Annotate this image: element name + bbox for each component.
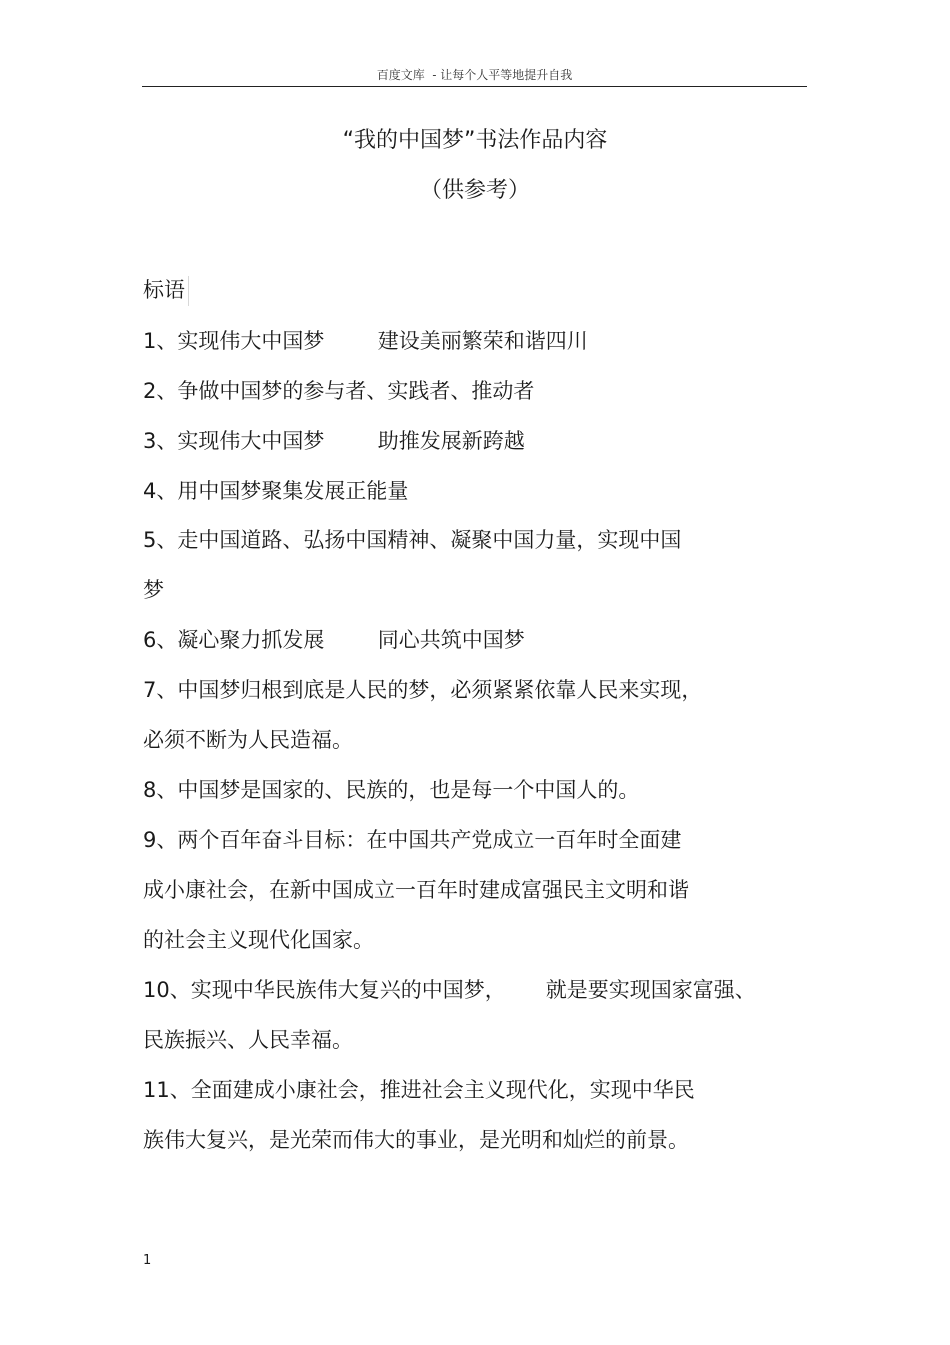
slogan-line: 7、中国梦归根到底是人民的梦，必须紧紧依靠人民来实现， bbox=[143, 678, 703, 702]
slogan-line: 1、实现伟大中国梦 建设美丽繁荣和谐四川 bbox=[143, 329, 588, 353]
section-label: 标语 bbox=[143, 275, 189, 306]
slogan-line: 3、实现伟大中国梦 助推发展新跨越 bbox=[143, 429, 525, 453]
slogan-line: 5、走中国道路、弘扬中国精神、凝聚中国力量，实现中国 bbox=[143, 528, 682, 552]
slogan-line: 2、争做中国梦的参与者、实践者、推动者 bbox=[143, 379, 535, 403]
slogan-line: 11、全面建成小康社会，推进社会主义现代化，实现中华民 bbox=[143, 1078, 695, 1102]
document-subtitle: （供参考） bbox=[419, 178, 530, 203]
page-number: 1 bbox=[143, 1253, 152, 1268]
document-title: “我的中国梦”书法作品内容 bbox=[342, 128, 608, 153]
slogan-line: 4、用中国梦聚集发展正能量 bbox=[143, 479, 409, 503]
slogan-line: 10、实现中华民族伟大复兴的中国梦， 就是要实现国家富强、 bbox=[143, 978, 756, 1002]
slogan-line: 6、凝心聚力抓发展 同心共筑中国梦 bbox=[143, 628, 525, 652]
header-text: 百度文库 - 让每个人平等地提升自我 bbox=[376, 68, 573, 82]
slogan-line: 9、两个百年奋斗目标：在中国共产党成立一百年时全面建 bbox=[143, 828, 682, 852]
slogan-line: 梦 bbox=[143, 578, 164, 602]
slogan-line: 成小康社会，在新中国成立一百年时建成富强民主文明和谐 bbox=[143, 878, 689, 902]
slogan-line: 8、中国梦是国家的、民族的，也是每一个中国人的。 bbox=[143, 778, 640, 802]
slogan-line: 必须不断为人民造福。 bbox=[143, 728, 353, 752]
slogan-line: 的社会主义现代化国家。 bbox=[143, 928, 374, 952]
page-header bbox=[142, 64, 807, 87]
slogan-line: 民族振兴、人民幸福。 bbox=[143, 1028, 353, 1052]
slogan-line: 族伟大复兴，是光荣而伟大的事业，是光明和灿烂的前景。 bbox=[143, 1128, 689, 1152]
